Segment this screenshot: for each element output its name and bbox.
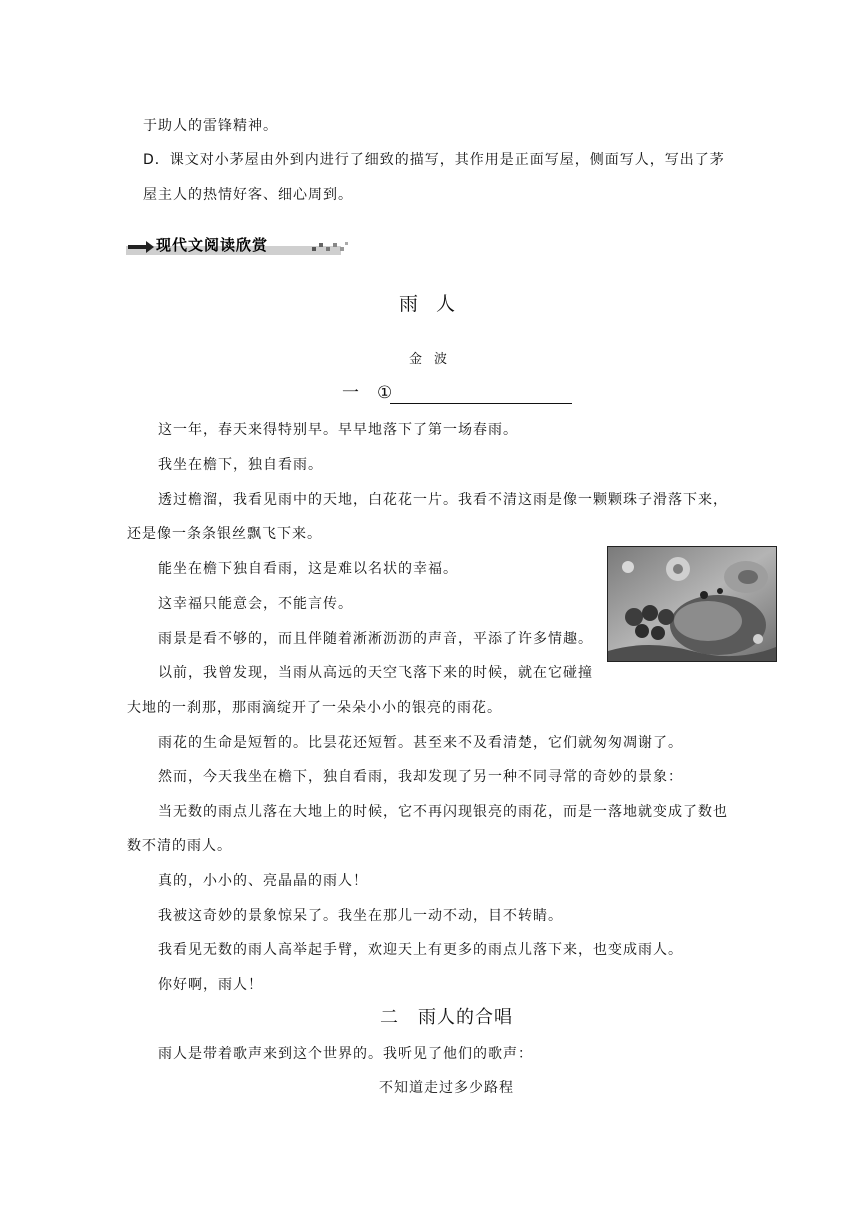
paragraph-line: 雨花的生命是短暂的。比昙花还短暂。甚至来不及看清楚，它们就匆匆凋谢了。 <box>158 735 683 751</box>
paragraph-line: 然而，今天我坐在檐下，独自看雨，我却发现了另一种不同寻常的奇妙的景象： <box>158 769 683 785</box>
section-banner <box>126 234 350 256</box>
paragraph-line: 雨景是看不够的，而且伴随着淅淅沥沥的声音，平添了许多情趣。 <box>158 631 593 647</box>
paragraph-line: 我看见无数的雨人高举起手臂，欢迎天上有更多的雨点儿落下来，也变成雨人。 <box>158 942 683 958</box>
paragraph-line: 你好啊，雨人！ <box>158 977 263 993</box>
banner-title: 现代文阅读欣赏 <box>156 236 269 254</box>
song-line: 不知道走过多少路程 <box>379 1080 514 1096</box>
paragraph-line: 当无数的雨点儿落在大地上的时候，它不再闪现银亮的雨花，而是一落地就变成了数也 <box>158 804 728 820</box>
paragraph-line: 大地的一刹那，那雨滴绽开了一朵朵小小的银亮的雨花。 <box>127 700 502 716</box>
section-1-label: 一 <box>342 383 359 403</box>
paragraph-line: 我被这奇妙的景象惊呆了。我坐在那儿一动不动，目不转睛。 <box>158 908 563 924</box>
prev-text-line-1: 于助人的雷锋精神。 <box>143 118 278 134</box>
paragraph-line: 数不清的雨人。 <box>127 838 232 854</box>
paragraph-line: 这幸福只能意会，不能言传。 <box>158 596 353 612</box>
prev-text-line-2: D．课文对小茅屋由外到内进行了细致的描写，其作用是正面写屋，侧面写人，写出了茅 <box>143 152 725 168</box>
section-2-intro: 雨人是带着歌声来到这个世界的。我听见了他们的歌声： <box>158 1046 533 1062</box>
paragraph-line: 这一年，春天来得特别早。早早地落下了第一场春雨。 <box>158 422 518 438</box>
section-1-heading <box>342 381 392 405</box>
paragraph-line: 能坐在檐下独自看雨，这是难以名状的幸福。 <box>158 561 458 577</box>
article-title: 雨人 <box>399 293 474 315</box>
paragraph-line: 还是像一条条银丝飘飞下来。 <box>127 526 322 542</box>
article-author: 金波 <box>409 352 460 367</box>
paragraph-line: 透过檐溜，我看见雨中的天地，白花花一片。我看不清这雨是像一颗颗珠子滑落下来， <box>158 492 728 508</box>
rain-people-illustration <box>607 546 777 662</box>
paragraph-line: 我坐在檐下，独自看雨。 <box>158 457 323 473</box>
section-2-heading: 二 雨人的合唱 <box>380 1007 513 1028</box>
question-number: ① <box>377 383 393 403</box>
paragraph-line: 真的，小小的、亮晶晶的雨人！ <box>158 873 368 889</box>
answer-blank-line <box>390 403 572 404</box>
paragraph-line: 以前，我曾发现，当雨从高远的天空飞落下来的时候，就在它碰撞 <box>158 665 593 681</box>
prev-text-line-3: 屋主人的热情好客、细心周到。 <box>143 187 353 203</box>
